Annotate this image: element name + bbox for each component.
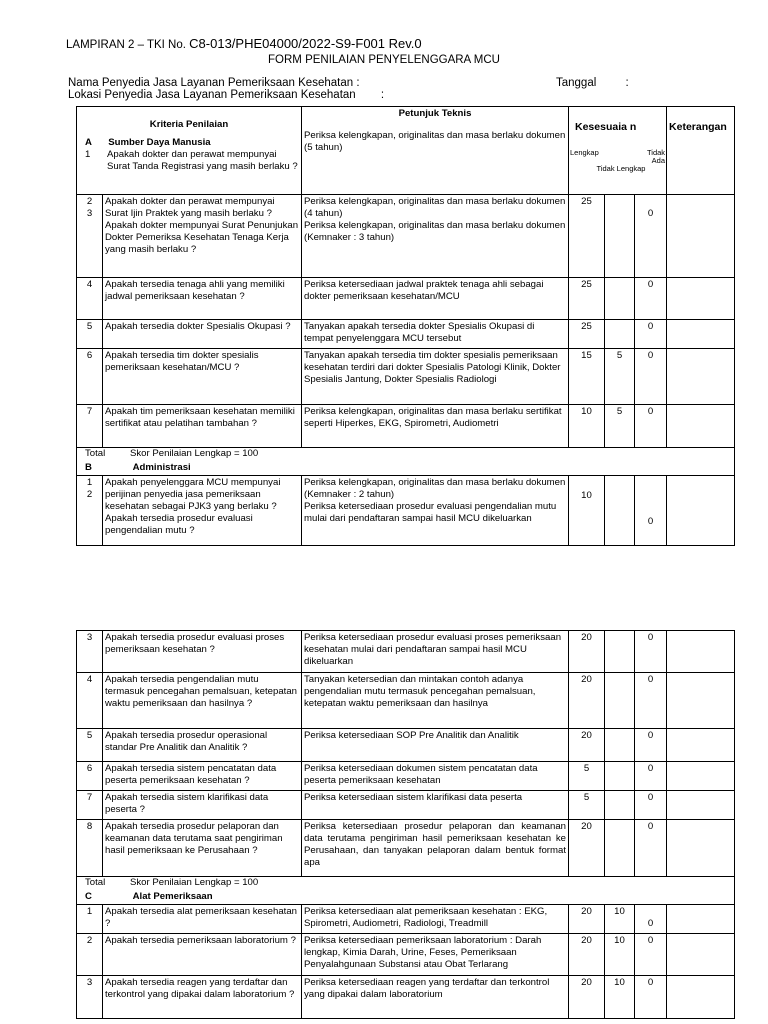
row-petunjuk: Periksa ketersediaan SOP Pre Analitik dan Analitik xyxy=(302,729,569,762)
score-tidak-ada: 0 xyxy=(635,278,667,320)
score-tidak-ada: 0 xyxy=(635,320,667,349)
nama-penyedia-line xyxy=(68,77,360,89)
keterangan-cell[interactable] xyxy=(667,820,735,877)
row-criteria: Apakah tersedia alat pemeriksaan kesehatan ? xyxy=(103,905,302,934)
table-row xyxy=(77,278,735,320)
tanggal-label: Tanggal xyxy=(556,77,597,89)
score-lengkap: 20 xyxy=(569,673,605,729)
row-number: 1 xyxy=(85,149,91,160)
row-petunjuk: Periksa ketersediaan pemeriksaan laboratorium : Darah lengkap, Kimia Darah, Urine, Feses, Pemeriksaan Penyalahgunaan Substansi atau Obat Terlarang xyxy=(302,934,569,976)
row-number: 7 xyxy=(77,791,103,820)
score-tidak-ada: 0 xyxy=(635,729,667,762)
keterangan-cell[interactable] xyxy=(667,976,735,1019)
keterangan-cell[interactable] xyxy=(667,405,735,448)
section-c-heading-row xyxy=(77,891,735,905)
row-petunjuk: Periksa ketersediaan prosedur evaluasi proses pemeriksaan kesehatan mulai dari pendaftaran sampai hasil MCU dikeluarkan xyxy=(302,631,569,673)
keterangan-cell[interactable] xyxy=(667,791,735,820)
row-petunjuk: Periksa ketersediaan alat pemeriksaan kesehatan : EKG, Spirometri, Audiometri, Radiologi, Treadmill xyxy=(302,905,569,934)
score-tidak-ada: 0 xyxy=(635,762,667,791)
lokasi-colon: : xyxy=(380,89,385,101)
row-criteria: Apakah tersedia prosedur pelaporan dan keamanan data terutama saat pengiriman hasil pemeriksaan ke Perusahaan ? xyxy=(103,820,302,877)
score-lengkap: 20 xyxy=(569,631,605,673)
score-tidak-lengkap: 10 xyxy=(605,976,635,1019)
score-lengkap: 20 xyxy=(569,905,605,934)
score-lengkap: 20 xyxy=(569,729,605,762)
table-row xyxy=(77,195,735,278)
row-petunjuk: Periksa ketersediaan sistem klarifikasi data peserta xyxy=(302,791,569,820)
table-row xyxy=(77,673,735,729)
row-number: 2 xyxy=(77,934,103,976)
row-number: 3 xyxy=(77,631,103,673)
score-tidak-ada: 0 xyxy=(635,820,667,877)
row-petunjuk: Periksa kelengkapan, originalitas dan masa berlaku dokumen (Kemnaker : 2 tahun) Periksa ketersediaan prosedur evaluasi pengendalian mutu mulai dari pendaftaran sampai hasil MCU dikeluarkan xyxy=(302,476,569,546)
keterangan-cell[interactable] xyxy=(667,673,735,729)
row-criteria: Apakah dokter dan perawat mempunyai Surat Ijin Praktek yang masih berlaku ? Apakah dokter mempunyai Surat Penunjukan Dokter Pemeriksa Kesehatan Tenaga Kerja yang masih berlaku ? xyxy=(103,195,302,278)
lokasi-penyedia-line xyxy=(68,89,384,101)
keterangan-cell[interactable] xyxy=(667,762,735,791)
score-tidak-lengkap xyxy=(605,195,635,278)
score-tidak-lengkap: 10 xyxy=(605,934,635,976)
row-petunjuk: Tanyakan apakah tersedia tim dokter spesialis pemeriksaan kesehatan terdiri dari dokter Spesialis Patologi Klinik, Dokter Spesialis Jantung, Dokter Spesialis Radiologi xyxy=(302,349,569,405)
table-row xyxy=(77,820,735,877)
tidak-lengkap-subheader: Tidak Lengkap xyxy=(596,164,646,173)
score-tidak-lengkap: 5 xyxy=(605,349,635,405)
row-criteria: Apakah dokter dan perawat mempunyai Surat Tanda Registrasi yang masih berlaku ? xyxy=(107,149,298,172)
keterangan-cell[interactable] xyxy=(667,278,735,320)
table-row xyxy=(77,476,735,546)
petunjuk-header: Petunjuk Teknis xyxy=(398,108,472,119)
row-criteria: Apakah tersedia tenaga ahli yang memiliki jadwal pemeriksaan kesehatan ? xyxy=(103,278,302,320)
score-lengkap: 20 xyxy=(569,934,605,976)
row-criteria: Apakah tersedia sistem klarifikasi data peserta ? xyxy=(103,791,302,820)
section-a-heading xyxy=(77,137,301,149)
section-a-title: Sumber Daya Manusia xyxy=(108,137,211,148)
kesesuaian-subheaders xyxy=(569,149,666,165)
assessment-table-part-2 xyxy=(76,630,735,1019)
table-row xyxy=(77,405,735,448)
document-header xyxy=(66,36,422,51)
section-b-heading-row xyxy=(77,462,735,476)
score-tidak-ada: 0 xyxy=(635,476,667,546)
kriteria-header: Kriteria Penilaian xyxy=(149,119,229,130)
score-lengkap: 25 xyxy=(569,195,605,278)
score-lengkap: 25 xyxy=(569,278,605,320)
table-row xyxy=(77,349,735,405)
table-row xyxy=(77,791,735,820)
row-number: 4 xyxy=(77,278,103,320)
score-tidak-lengkap xyxy=(605,791,635,820)
table-row xyxy=(77,905,735,934)
row-criteria: Apakah tersedia reagen yang terdaftar dan terkontrol yang dipakai dalam laboratorium ? xyxy=(103,976,302,1019)
row-petunjuk: Periksa kelengkapan, originalitas dan masa berlaku dokumen (5 tahun) xyxy=(304,130,566,153)
total-label: Total xyxy=(85,448,106,459)
keterangan-header: Keterangan xyxy=(667,107,735,195)
keterangan-cell[interactable] xyxy=(667,320,735,349)
keterangan-cell[interactable] xyxy=(667,905,735,934)
score-tidak-ada: 0 xyxy=(635,631,667,673)
row-criteria: Apakah tersedia prosedur evaluasi proses pemeriksaan kesehatan ? xyxy=(103,631,302,673)
section-b-letter: B xyxy=(85,461,92,473)
score-tidak-ada: 0 xyxy=(635,195,667,278)
score-tidak-lengkap xyxy=(605,820,635,877)
score-tidak-lengkap xyxy=(605,673,635,729)
keterangan-cell[interactable] xyxy=(667,349,735,405)
score-tidak-lengkap xyxy=(605,762,635,791)
row-number: 1 2 xyxy=(77,476,103,546)
score-tidak-ada: 0 xyxy=(635,791,667,820)
score-lengkap: 15 xyxy=(569,349,605,405)
tidak-ada-subheader: Tidak Ada xyxy=(646,148,666,165)
table-row xyxy=(77,762,735,791)
tanggal-colon: : xyxy=(625,77,629,89)
tanggal-line xyxy=(556,77,629,89)
row-number: 4 xyxy=(77,673,103,729)
table-row xyxy=(77,320,735,349)
row-petunjuk: Periksa ketersediaan prosedur pelaporan dan keamanan data terutama pengiriman hasil pemeriksaan kesehatan ke Perusahaan, dan tanyakan pelaporan dalam bentuk format apa xyxy=(302,820,569,877)
row-petunjuk: Periksa kelengkapan, originalitas dan masa berlaku sertifikat seperti Hiperkes, EKG, Spirometri, Audiometri xyxy=(302,405,569,448)
row-number: 5 xyxy=(77,729,103,762)
total-label: Total xyxy=(85,877,106,888)
row-criteria: Apakah tersedia tim dokter spesialis pemeriksaan kesehatan/MCU ? xyxy=(103,349,302,405)
score-tidak-lengkap xyxy=(605,631,635,673)
row-petunjuk: Periksa ketersediaan reagen yang terdaftar dan terkontrol yang dipakai dalam laboratorium xyxy=(302,976,569,1019)
section-b-title: Administrasi xyxy=(132,461,191,473)
row-petunjuk: Periksa ketersediaan dokumen sistem pencatatan data peserta pemeriksaan kesehatan xyxy=(302,762,569,791)
score-tidak-lengkap xyxy=(605,278,635,320)
row-criteria: Apakah tim pemeriksaan kesehatan memiliki sertifikat atau pelatihan tambahan ? xyxy=(103,405,302,448)
table-row xyxy=(77,631,735,673)
row-number: 8 xyxy=(77,820,103,877)
row-criteria: Apakah tersedia dokter Spesialis Okupasi ? xyxy=(103,320,302,349)
lengkap-subheader: Lengkap xyxy=(570,148,599,157)
score-tidak-lengkap xyxy=(605,729,635,762)
row-petunjuk: Periksa kelengkapan, originalitas dan masa berlaku dokumen (4 tahun) Periksa kelengkapan, originalitas dan masa berlaku dokumen (Kemnaker : 3 tahun) xyxy=(302,195,569,278)
table-row xyxy=(77,934,735,976)
row-criteria: Apakah tersedia prosedur operasional standar Pre Analitik dan Analitik ? xyxy=(103,729,302,762)
row-number: 5 xyxy=(77,320,103,349)
score-tidak-lengkap xyxy=(605,320,635,349)
row-criteria: Apakah tersedia pemeriksaan laboratorium ? xyxy=(103,934,302,976)
score-lengkap: 25 xyxy=(569,320,605,349)
row-number: 6 xyxy=(77,349,103,405)
table-header-row xyxy=(77,107,735,195)
lokasi-label: Lokasi Penyedia Jasa Layanan Pemeriksaan Kesehatan xyxy=(68,89,356,101)
score-tidak-ada: 0 xyxy=(635,349,667,405)
total-row xyxy=(77,877,735,891)
section-a-row-1 xyxy=(77,149,301,173)
row-number: 3 xyxy=(77,976,103,1019)
row-petunjuk: Periksa ketersediaan jadwal praktek tenaga ahli sebagai dokter pemeriksaan kesehatan/MCU xyxy=(302,278,569,320)
assessment-table-part-1 xyxy=(76,106,735,546)
section-c-title: Alat Pemeriksaan xyxy=(132,890,213,902)
total-row xyxy=(77,448,735,462)
nama-label: Nama Penyedia Jasa Layanan Pemeriksaan Kesehatan : xyxy=(68,77,360,89)
row-number: 6 xyxy=(77,762,103,791)
row-number: 7 xyxy=(77,405,103,448)
doc-number: C8-013/PHE04000/2022-S9-F001 Rev.0 xyxy=(189,36,422,51)
row-petunjuk: Tanyakan apakah tersedia dokter Spesialis Okupasi di tempat penyelenggara MCU tersebut xyxy=(302,320,569,349)
score-tidak-ada: 0 xyxy=(635,673,667,729)
row-number: 1 xyxy=(77,905,103,934)
score-lengkap: 10 xyxy=(569,405,605,448)
score-lengkap: 5 xyxy=(569,791,605,820)
score-lengkap: 20 xyxy=(569,976,605,1019)
score-lengkap: 20 xyxy=(569,820,605,877)
score-tidak-ada: 0 xyxy=(635,934,667,976)
score-tidak-ada: 0 xyxy=(635,905,667,934)
row-petunjuk: Tanyakan ketersedian dan mintakan contoh adanya pengendalian mutu termasuk pencegahan pemalsuan, ketepatan waktu pemeriksaan dan hasilnya xyxy=(302,673,569,729)
keterangan-cell[interactable] xyxy=(667,631,735,673)
score-tidak-ada: 0 xyxy=(635,976,667,1019)
table-row xyxy=(77,976,735,1019)
row-criteria: Apakah tersedia sistem pencatatan data peserta pemeriksaan kesehatan ? xyxy=(103,762,302,791)
score-lengkap: 10 xyxy=(569,476,605,546)
skor-label: Skor Penilaian Lengkap = 100 xyxy=(129,448,259,459)
section-c-letter: C xyxy=(85,890,92,902)
row-criteria: Apakah tersedia pengendalian mutu termasuk pencegahan pemalsuan, ketepatan waktu pemeriksaan dan hasilnya ? xyxy=(103,673,302,729)
keterangan-cell[interactable] xyxy=(667,195,735,278)
score-tidak-lengkap: 10 xyxy=(605,905,635,934)
form-title: FORM PENILAIAN PENYELENGGARA MCU xyxy=(268,54,500,66)
table-row xyxy=(77,729,735,762)
section-a-letter: A xyxy=(85,137,92,148)
score-tidak-lengkap xyxy=(605,476,635,546)
lampiran-prefix: LAMPIRAN 2 – TKI No. xyxy=(66,39,186,51)
skor-label: Skor Penilaian Lengkap = 100 xyxy=(129,877,259,888)
keterangan-cell[interactable] xyxy=(667,729,735,762)
kesesuaian-header: Kesesuaia n xyxy=(575,121,637,133)
keterangan-cell[interactable] xyxy=(667,934,735,976)
score-tidak-ada: 0 xyxy=(635,405,667,448)
keterangan-cell[interactable] xyxy=(667,476,735,546)
row-criteria: Apakah penyelenggara MCU mempunyai perijinan penyedia jasa pemeriksaan kesehatan sebagai PJK3 yang berlaku ? Apakah tersedia prosedur evaluasi pengendalian mutu ? xyxy=(103,476,302,546)
score-lengkap: 5 xyxy=(569,762,605,791)
score-tidak-lengkap: 5 xyxy=(605,405,635,448)
row-number: 2 3 xyxy=(77,195,103,278)
